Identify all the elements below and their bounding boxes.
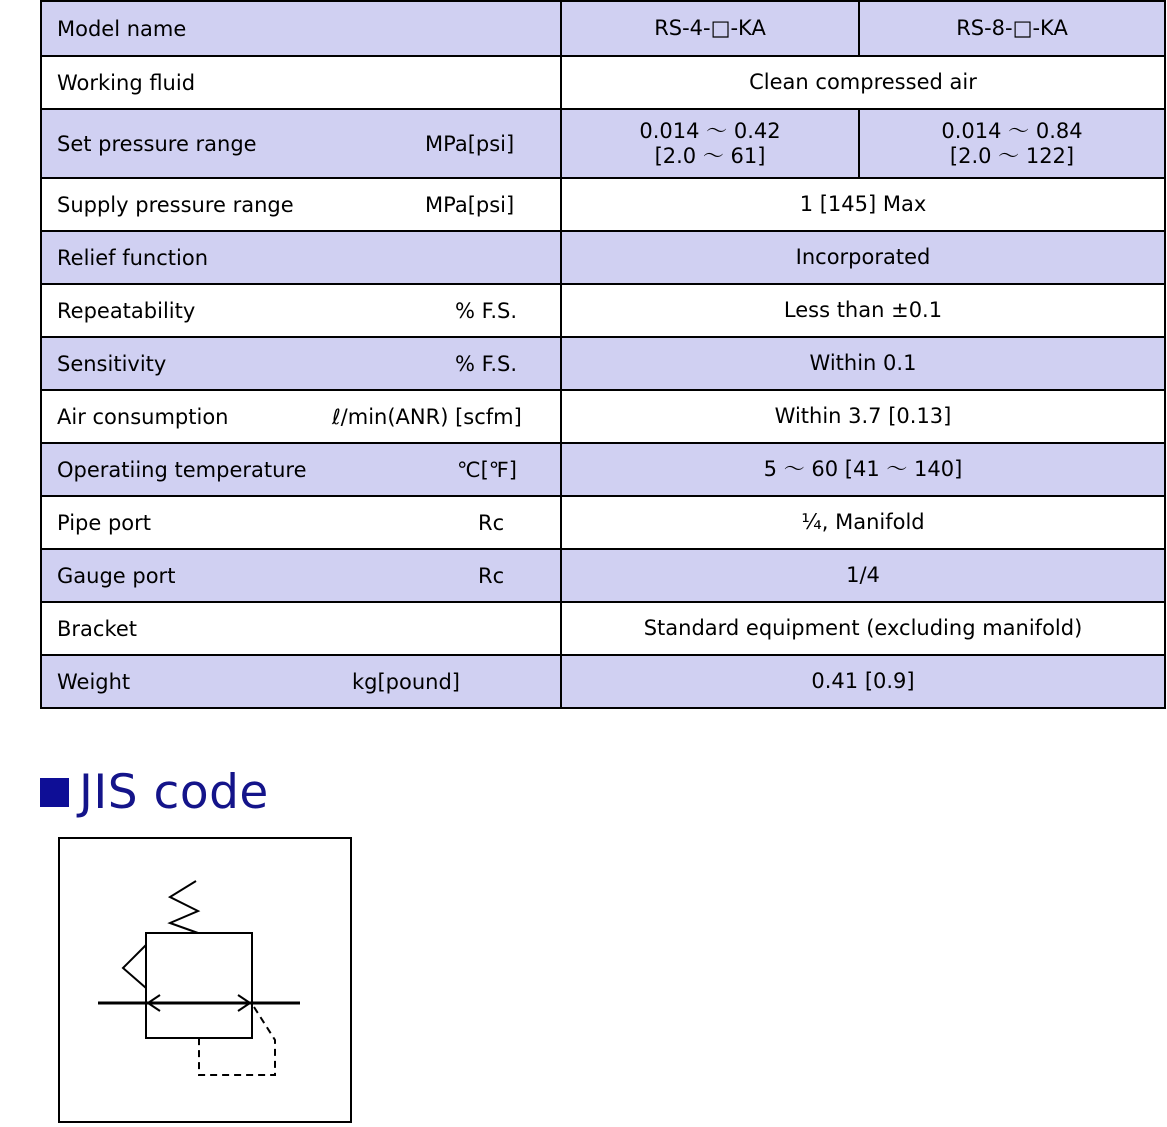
table-row-set-pressure [41, 109, 1165, 178]
row-label: Pipe port [57, 510, 152, 535]
row-label: Relief function [57, 245, 209, 270]
jis-code-heading [40, 765, 269, 820]
table-row-bracket [41, 602, 1165, 655]
row-value-model-b [859, 109, 1165, 178]
row-label: Sensitivity [57, 351, 167, 376]
row-unit: MPa[psi] [425, 131, 515, 156]
table-row-gauge-port [41, 549, 1165, 602]
row-label: Working fluid [57, 70, 196, 95]
table-row-supply-pressure [41, 178, 1165, 231]
row-unit: kg[pound] [352, 669, 461, 694]
row-unit: ℃[℉] [457, 457, 517, 482]
row-label: Supply pressure range [57, 192, 294, 217]
table-row-model-name [41, 1, 1165, 56]
row-label: Gauge port [57, 563, 176, 588]
pressure-regulator-symbol-icon [58, 837, 352, 1123]
row-unit: ℓ/min(ANR) [scfm] [332, 404, 522, 429]
table-row-operating-temperature [41, 443, 1165, 496]
value-line-1: 0.014 ～ 0.42 [639, 118, 781, 143]
section-title: JIS code [79, 765, 269, 820]
row-value: ¼, Manifold [561, 496, 1165, 549]
row-label: Set pressure range [57, 131, 257, 156]
value-line-2: [2.0 ～ 61] [654, 143, 766, 168]
table-row-repeatability [41, 284, 1165, 337]
row-label: Operatiing temperature [57, 457, 307, 482]
value-line-1: 0.014 ～ 0.84 [941, 118, 1083, 143]
row-unit: % F.S. [455, 298, 518, 323]
row-label: Weight [57, 669, 131, 694]
row-value: Clean compressed air [561, 56, 1165, 109]
row-value: 1 [145] Max [561, 178, 1165, 231]
row-value: Standard equipment (excluding manifold) [561, 602, 1165, 655]
value-line-2: [2.0 ～ 122] [949, 143, 1075, 168]
row-unit: MPa[psi] [425, 192, 515, 217]
row-label: Air consumption [57, 404, 229, 429]
row-value: 1/4 [561, 549, 1165, 602]
jis-symbol-box [58, 837, 352, 1123]
square-bullet-icon [40, 778, 69, 807]
model-a-cell: RS-4-□-KA [561, 1, 859, 56]
row-unit: Rc [478, 563, 505, 588]
row-value: Less than ±0.1 [561, 284, 1165, 337]
model-b-cell: RS-8-□-KA [859, 1, 1165, 56]
row-unit: Rc [478, 510, 505, 535]
table-row-pipe-port [41, 496, 1165, 549]
row-label: Model name [57, 16, 187, 41]
table-row-sensitivity [41, 337, 1165, 390]
row-value-model-a [561, 109, 859, 178]
row-unit: % F.S. [455, 351, 518, 376]
row-value: Within 0.1 [561, 337, 1165, 390]
row-value: Incorporated [561, 231, 1165, 284]
spec-table [40, 0, 1166, 709]
table-row-relief-function [41, 231, 1165, 284]
row-label: Bracket [57, 616, 138, 641]
table-row-air-consumption [41, 390, 1165, 443]
row-value: 0.41 [0.9] [561, 655, 1165, 708]
table-row-working-fluid [41, 56, 1165, 109]
row-label: Repeatability [57, 298, 196, 323]
row-label-cell [41, 1, 561, 56]
row-value: 5 ～ 60 [41 ～ 140] [561, 443, 1165, 496]
table-row-weight [41, 655, 1165, 708]
row-value: Within 3.7 [0.13] [561, 390, 1165, 443]
